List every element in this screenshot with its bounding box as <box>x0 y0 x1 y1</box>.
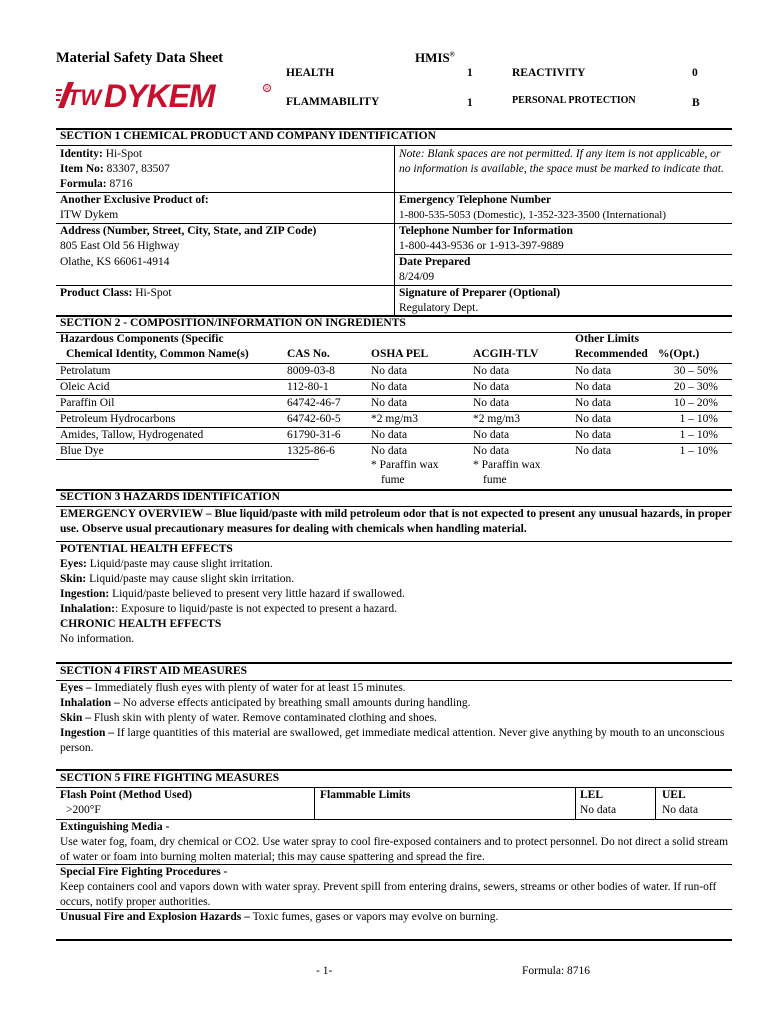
table-cell-osha: No data <box>371 397 408 409</box>
table-cell-acgih: No data <box>473 365 510 377</box>
table-cell-name: Petroleum Hydrocarbons <box>60 413 176 425</box>
section1-title: SECTION 1 CHEMICAL PRODUCT AND COMPANY IDENTIFICATION <box>60 130 436 142</box>
flammability-label: FLAMMABILITY <box>286 96 380 108</box>
info-phone-value: 1-800-443-9536 or 1-913-397-9889 <box>399 240 564 252</box>
table-cell-acgih: No data <box>473 429 510 441</box>
date-prepared-label: Date Prepared <box>399 256 471 268</box>
emergency-phone-label: Emergency Telephone Number <box>399 194 552 206</box>
table-cell-other: No data <box>575 413 612 425</box>
table-cell-pct: 10 – 20% <box>673 397 718 409</box>
section5-title: SECTION 5 FIRE FIGHTING MEASURES <box>60 772 280 784</box>
table-cell-osha: No data <box>371 429 408 441</box>
table-cell-acgih: No data <box>473 381 510 393</box>
table-cell-osha: No data <box>371 445 408 457</box>
potential-health-heading: POTENTIAL HEALTH EFFECTS <box>60 543 233 555</box>
signature-value: Regulatory Dept. <box>399 302 479 314</box>
col-header-osha: OSHA PEL <box>371 348 429 360</box>
table-cell-cas: 64742-60-5 <box>287 413 341 425</box>
col-header-components: Hazardous Components (Specific <box>60 333 224 345</box>
first-aid-inhalation: Inhalation – No adverse effects anticipated by breathing small amounts during handling. <box>60 697 471 709</box>
extinguishing-label: Extinguishing Media - <box>60 821 170 833</box>
uel-label: UEL <box>662 789 686 801</box>
flash-point-label: Flash Point (Method Used) <box>60 789 192 801</box>
table-cell-name: Oleic Acid <box>60 381 110 393</box>
product-class-field: Product Class: Hi-Spot <box>60 287 172 299</box>
inhalation-effect: Inhalation:: Exposure to liquid/paste is not expected to present a hazard. <box>60 603 397 615</box>
signature-label: Signature of Preparer (Optional) <box>399 287 561 299</box>
first-aid-eyes: Eyes – Immediately flush eyes with plenty of water for at least 15 minutes. <box>60 682 406 694</box>
divider <box>314 787 315 819</box>
address-line-1: 805 East Old 56 Highway <box>60 240 180 252</box>
protection-value: B <box>692 97 700 109</box>
osha-footnote: * Paraffin wax <box>371 459 439 471</box>
date-prepared-value: 8/24/09 <box>399 271 435 283</box>
divider <box>575 787 576 819</box>
address-line-2: Olathe, KS 66061-4914 <box>60 256 170 268</box>
table-cell-name: Petrolatum <box>60 365 111 377</box>
formula-field: Formula: 8716 <box>60 178 133 190</box>
osha-footnote-2: fume <box>381 474 405 486</box>
emergency-overview: EMERGENCY OVERVIEW – Blue liquid/paste with mild petroleum odor that is not expected to present any unusual hazards, in proper use. Observe usual precautionary measures for dealing with chemicals when handling material. <box>60 508 732 535</box>
svg-text:DYKEM: DYKEM <box>104 80 215 110</box>
table-cell-cas: 64742-46-7 <box>287 397 341 409</box>
table-cell-osha: No data <box>371 365 408 377</box>
col-header-components-2: Chemical Identity, Common Name(s) <box>66 348 249 360</box>
ingestion-effect: Ingestion: Liquid/paste believed to present very little hazard if swallowed. <box>60 588 405 600</box>
svg-text:TW: TW <box>67 85 102 110</box>
col-header-other-2: Recommended <box>575 348 648 360</box>
table-cell-other: No data <box>575 429 612 441</box>
table-cell-other: No data <box>575 365 612 377</box>
table-cell-name: Blue Dye <box>60 445 104 457</box>
skin-effect: Skin: Liquid/paste may cause slight skin irritation. <box>60 573 295 585</box>
info-phone-label: Telephone Number for Information <box>399 225 573 237</box>
unusual-hazards: Unusual Fire and Explosion Hazards – Toxic fumes, gases or vapors may evolve on burning. <box>60 911 499 923</box>
footer-formula: Formula: 8716 <box>522 965 591 977</box>
health-label: HEALTH <box>286 67 335 79</box>
table-cell-other: No data <box>575 397 612 409</box>
table-cell-acgih: No data <box>473 397 510 409</box>
col-header-other: Other Limits <box>575 333 639 345</box>
itw-dykem-logo <box>56 80 272 113</box>
table-cell-cas: 8009-03-8 <box>287 365 335 377</box>
item-number-field: Item No: 83307, 83507 <box>60 163 170 175</box>
flash-point-value: >200°F <box>66 804 101 816</box>
document-title: Material Safety Data Sheet <box>56 50 224 66</box>
flammability-value: 1 <box>467 97 473 109</box>
table-cell-pct: 1 – 10% <box>679 413 718 425</box>
exclusive-product-label: Another Exclusive Product of: <box>60 194 209 206</box>
table-cell-cas: 112-80-1 <box>287 381 329 393</box>
chronic-health-heading: CHRONIC HEALTH EFFECTS <box>60 618 222 630</box>
col-header-percent: %(Opt.) <box>658 348 700 360</box>
eyes-effect: Eyes: Liquid/paste may cause slight irritation. <box>60 558 273 570</box>
extinguishing-value: Use water fog, foam, dry chemical or CO2. Use water spray to cool fire-exposed containers and to protect personnel. Do not direct a solid stream of water or foam into burning molten material; this may cause spattering and spread the fire. <box>60 836 729 863</box>
address-label: Address (Number, Street, City, State, and ZIP Code) <box>60 225 317 237</box>
table-cell-acgih: No data <box>473 445 510 457</box>
special-procedures-value: Keep containers cool and vapors down with water spray. Prevent spill from entering drains, sewers, streams or other bodies of water. If run-off occurs, notify proper authorities. <box>60 881 717 908</box>
section1-divider <box>394 145 395 316</box>
lel-label: LEL <box>580 789 604 801</box>
table-cell-cas: 61790-31-6 <box>287 429 341 441</box>
table-cell-pct: 20 – 30% <box>673 381 718 393</box>
table-cell-pct: 1 – 10% <box>679 445 718 457</box>
lel-value: No data <box>580 804 617 816</box>
emergency-phone-value: 1-800-535-5053 (Domestic), 1-352-323-3500 (International) <box>399 209 666 221</box>
flammable-limits-label: Flammable Limits <box>320 789 411 801</box>
health-value: 1 <box>467 67 473 79</box>
table-cell-pct: 1 – 10% <box>679 429 718 441</box>
section3-title: SECTION 3 HAZARDS IDENTIFICATION <box>60 491 280 503</box>
uel-value: No data <box>662 804 699 816</box>
table-cell-acgih: *2 mg/m3 <box>473 413 520 425</box>
table-cell-name: Paraffin Oil <box>60 397 115 409</box>
table-end-rule <box>56 459 319 460</box>
acgih-footnote-2: fume <box>483 474 507 486</box>
col-header-acgih: ACGIH-TLV <box>473 348 539 360</box>
chronic-health-value: No information. <box>60 633 135 645</box>
page-number: - 1- <box>316 965 333 977</box>
table-cell-osha: *2 mg/m3 <box>371 413 418 425</box>
section2-title: SECTION 2 - COMPOSITION/INFORMATION ON INGREDIENTS <box>60 317 406 329</box>
special-procedures-label: Special Fire Fighting Procedures - <box>60 866 228 878</box>
hmis-label: HMIS® <box>415 50 455 65</box>
section5-bottom-rule <box>56 939 732 941</box>
section4-title: SECTION 4 FIRST AID MEASURES <box>60 665 248 677</box>
col-header-cas: CAS No. <box>287 348 330 360</box>
table-cell-pct: 30 – 50% <box>673 365 718 377</box>
table-cell-osha: No data <box>371 381 408 393</box>
table-cell-cas: 1325-86-6 <box>287 445 335 457</box>
first-aid-ingestion: Ingestion – If large quantities of this material are swallowed, get immediate medical attention. Never give anything by mouth to an unconscious person. <box>60 727 725 754</box>
table-cell-other: No data <box>575 381 612 393</box>
svg-text:R: R <box>265 86 269 93</box>
acgih-footnote: * Paraffin wax <box>473 459 541 471</box>
protection-label: PERSONAL PROTECTION <box>512 95 636 106</box>
divider <box>655 787 656 819</box>
table-cell-other: No data <box>575 445 612 457</box>
blank-spaces-note: Note: Blank spaces are not permitted. If any item is not applicable, or no information is available, the space must be marked to indicate that. <box>399 148 724 175</box>
first-aid-skin: Skin – Flush skin with plenty of water. Remove contaminated clothing and shoes. <box>60 712 437 724</box>
reactivity-label: REACTIVITY <box>512 67 586 79</box>
exclusive-product-value: ITW Dykem <box>60 209 119 221</box>
identity-field: Identity: Hi-Spot <box>60 148 143 160</box>
reactivity-value: 0 <box>692 67 698 79</box>
table-cell-name: Amides, Tallow, Hydrogenated <box>60 429 204 441</box>
